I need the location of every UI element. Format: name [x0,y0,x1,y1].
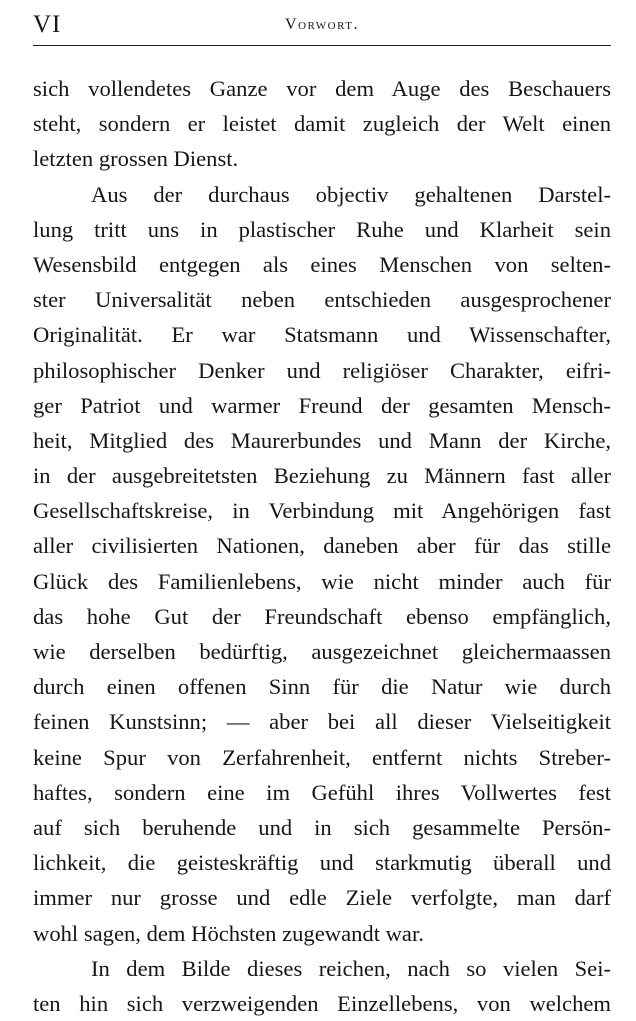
text-line: philosophischer Denker und religiöser Charakter, eifri- [33,357,611,383]
text-line: steht, sondern er leistet damit zugleich der Welt einen [33,111,611,137]
text-line: ten hin sich verzweigenden Einzellebens, von welchem [33,990,611,1016]
text-line: ger Patriot und warmer Freund der gesamten Mensch- [33,392,611,418]
text-line: letzten grossen Dienst. [33,146,239,172]
text-line: Wesensbild entgegen als eines Menschen von selten- [33,251,611,277]
text-line: lichkeit, die geisteskräftig und starkmutig überall und [33,850,611,876]
running-title: Vorwort. [285,16,359,33]
text-line: lung tritt uns in plastischer Ruhe und Klarheit sein [33,216,611,242]
text-line: feinen Kunstsinn; — aber bei all dieser Vielseitigkeit [33,709,611,735]
text-line: Gesellschaftskreise, in Verbindung mit Angehörigen fast [33,498,611,524]
text-line: Originalität. Er war Statsmann und Wissenschafter, [33,322,611,348]
text-line: durch einen offenen Sinn für die Natur wie durch [33,674,611,700]
text-line: keine Spur von Zerfahrenheit, entfernt nichts Streber- [33,744,611,770]
text-line: immer nur grosse und edle Ziele verfolgte, man darf [33,885,611,911]
text-line: Aus der durchaus objectiv gehaltenen Darstel- [91,181,611,207]
text-line: heit, Mitglied des Maurerbundes und Mann der Kirche, [33,427,611,453]
text-line: aller civilisierten Nationen, daneben aber für das stille [33,533,611,559]
text-line: in der ausgebreitetsten Beziehung zu Männern fast aller [33,463,611,489]
text-line: wie derselben bedürftig, ausgezeichnet gleichermaassen [33,639,611,664]
text-line: Glück des Familienlebens, wie nicht minder auch für [33,568,611,594]
text-line: auf sich beruhende und in sich gesammelte Persön- [33,814,611,840]
text-line: haftes, sondern eine im Gefühl ihres Vollwertes fest [33,779,611,805]
text-line: ster Universalität neben entschieden ausgesprochener [33,287,611,313]
body-text [33,71,611,1021]
text-line: sich vollendetes Ganze vor dem Auge des Beschauers [33,76,611,101]
running-head [33,10,611,40]
page-number: VI [33,11,62,38]
text-line: In dem Bilde dieses reichen, nach so vielen Sei- [91,955,611,981]
text-line: wohl sagen, dem Höchsten zugewandt war. [33,920,424,946]
header-rule [33,45,611,46]
text-line: das hohe Gut der Freundschaft ebenso empfänglich, [33,603,611,629]
